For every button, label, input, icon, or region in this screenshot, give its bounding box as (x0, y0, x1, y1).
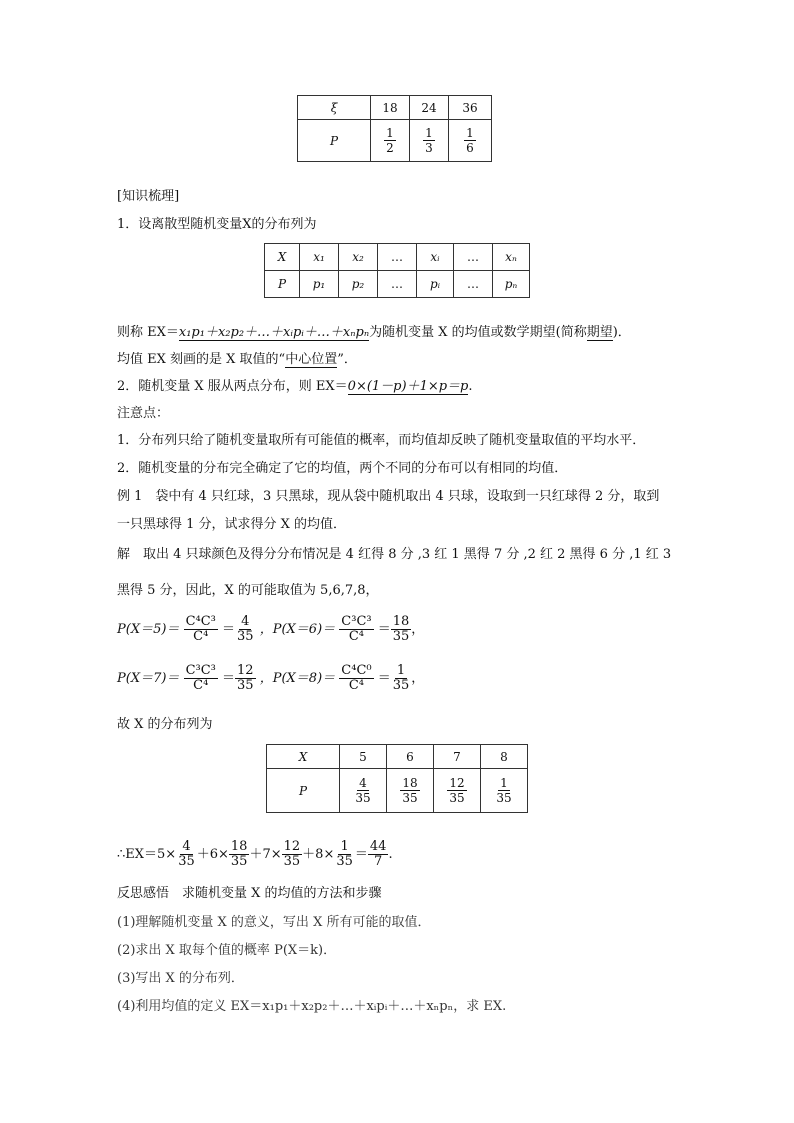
table-cell: 18 (371, 96, 410, 120)
table-cell: xᵢ (417, 244, 454, 271)
fraction: $\frac{1}{2}$ (386, 126, 394, 155)
reflect-title: 反思感悟 求随机变量 X 的均值的方法和步骤 (117, 886, 382, 901)
example-1-line-1: 例 1 袋中有 4 只红球，3 只黑球，现从袋中随机取出 4 只球，设取到一只红球得 2 分，取到 (117, 489, 660, 504)
fraction: $\frac{4}{35}$ (237, 614, 254, 644)
table-cell: P (265, 271, 300, 298)
table-cell: 6 (387, 745, 434, 769)
combination-fraction: $\frac{\text{C⁴C³}}{\text{C⁴}}$ (185, 614, 216, 644)
fraction: $\frac{18}{35}$ (230, 839, 248, 869)
table-cell: 24 (410, 96, 449, 120)
definition-formula: x₁p₁＋x₂p₂＋…＋xᵢpᵢ＋…＋xₙpₙ (178, 325, 370, 340)
example-1-line-2: 一只黑球得 1 分，试求得分 X 的均值． (117, 517, 347, 532)
table-cell: … (454, 244, 493, 271)
fraction: $\frac{4}{35}$ (178, 839, 195, 869)
fraction: $\frac{1}{35}$ (496, 776, 512, 805)
definition-line: 则称 EX＝x₁p₁＋x₂p₂＋…＋xᵢpᵢ＋…＋xₙpₙ为随机变量 X 的均值或数学期望(简称期望)． (117, 325, 631, 340)
fraction: $\frac{12}{35}$ (237, 663, 254, 693)
table-cell (410, 120, 449, 162)
center-line: 均值 EX 刻画的是 X 取值的“中心位置”． (117, 352, 357, 367)
fraction: $\frac{1}{35}$ (336, 839, 353, 869)
table-cell (481, 769, 528, 813)
table-cell: … (454, 271, 493, 298)
step-4: (4)利用均值的定义 EX＝x₁p₁＋x₂p₂＋…＋xᵢpᵢ＋…＋xₙpₙ，求 EX. (117, 999, 507, 1014)
step-3: (3)写出 X 的分布列． (117, 971, 244, 986)
general-distribution-table (264, 243, 530, 298)
fraction: $\frac{1}{3}$ (425, 126, 433, 155)
combination-fraction: $\frac{\text{C³C³}}{\text{C⁴}}$ (185, 663, 216, 693)
item-1: 1．设离散型随机变量X的分布列为 (117, 217, 317, 232)
solution-line-2: 黑得 5 分，因此，X 的可能取值为 5,6,7,8， (117, 583, 379, 598)
note-1: 1．分布列只给了随机变量取所有可能值的概率，而均值却反映了随机变量取值的平均水平． (117, 433, 646, 448)
fraction: $\frac{12}{35}$ (283, 839, 301, 869)
table-cell: 36 (449, 96, 492, 120)
table-cell (387, 769, 434, 813)
table-cell: … (378, 271, 417, 298)
fraction: $\frac{12}{35}$ (449, 776, 465, 805)
table-cell (449, 120, 492, 162)
section-title: [知识梳理] (117, 189, 180, 204)
two-point-formula: 0×(1－p)＋1×p＝p (347, 379, 469, 394)
table-cell (434, 769, 481, 813)
item-2: 2．随机变量 X 服从两点分布，则 EX＝0×(1－p)＋1×p＝p. (117, 379, 473, 394)
solution-line-1: 解 取出 4 只球颜色及得分分布情况是 4 红得 8 分 ,3 红 1 黑得 7 分 ,2 红 2 黑得 6 分 ,1 红 3 (117, 547, 672, 562)
table-cell: P (267, 769, 340, 813)
table-cell: x₁ (300, 244, 339, 271)
table-cell: ξ (298, 96, 371, 120)
table-cell: x₂ (339, 244, 378, 271)
table-cell: … (378, 244, 417, 271)
table-cell: xₙ (493, 244, 530, 271)
definition-term: 期望 (586, 325, 613, 340)
fraction: $\frac{4}{35}$ (355, 776, 371, 805)
table-cell (371, 120, 410, 162)
table-cell: X (267, 745, 340, 769)
table-cell: P (298, 120, 371, 162)
x-distribution-table (266, 744, 528, 813)
fraction: $\frac{18}{35}$ (392, 614, 410, 644)
fraction: $\frac{18}{35}$ (402, 776, 418, 805)
table-cell: p₁ (300, 271, 339, 298)
step-1: (1)理解随机变量 X 的意义，写出 X 所有可能的取值． (117, 915, 431, 930)
dist-intro: 故 X 的分布列为 (117, 717, 213, 732)
note-2: 2．随机变量的分布完全确定了它的均值，两个不同的分布可以有相同的均值． (117, 461, 568, 476)
xi-distribution-table (297, 95, 492, 162)
fraction: $\frac{1}{35}$ (392, 663, 410, 693)
table-cell: 5 (340, 745, 387, 769)
table-cell: X (265, 244, 300, 271)
table-cell: p₂ (339, 271, 378, 298)
fraction: $\frac{1}{6}$ (466, 126, 474, 155)
notes-title: 注意点： (117, 406, 170, 421)
fraction: $\frac{44}{7}$ (369, 839, 387, 869)
prob-line-2: P(X＝7)＝ $\frac{\text{C³C³}}{\text{C⁴}}$ ＝ $\frac{12}{35}$ ，P(X＝8)＝ $\frac{\text{C⁴C⁰}}{\text{C⁴}}$ ＝ $\frac{1}{35}$ ， (117, 663, 425, 693)
combination-fraction: $\frac{\text{C⁴C⁰}}{\text{C⁴}}$ (341, 663, 372, 693)
table-cell: pᵢ (417, 271, 454, 298)
combination-fraction: $\frac{\text{C³C³}}{\text{C⁴}}$ (341, 614, 372, 644)
table-cell: pₙ (493, 271, 530, 298)
step-2: (2)求出 X 取每个值的概率 P(X＝k)． (117, 943, 337, 958)
prob-line-1: P(X＝5)＝ $\frac{\text{C⁴C³}}{\text{C⁴}}$ ＝ $\frac{4}{35}$ ，P(X＝6)＝ $\frac{\text{C³C³}}{\text{C⁴}}$ ＝ $\frac{18}{35}$ ， (117, 614, 425, 644)
center-term: 中心位置 (285, 352, 338, 367)
table-cell: 8 (481, 745, 528, 769)
table-cell (340, 769, 387, 813)
table-cell: 7 (434, 745, 481, 769)
ex-calculation: ∴EX＝5× $\frac{4}{35}$ ＋6× $\frac{18}{35}$ ＋7× $\frac{12}{35}$ ＋8× $\frac{1}{35}$ ＝ $\frac{44}{7}$ . (117, 839, 393, 869)
